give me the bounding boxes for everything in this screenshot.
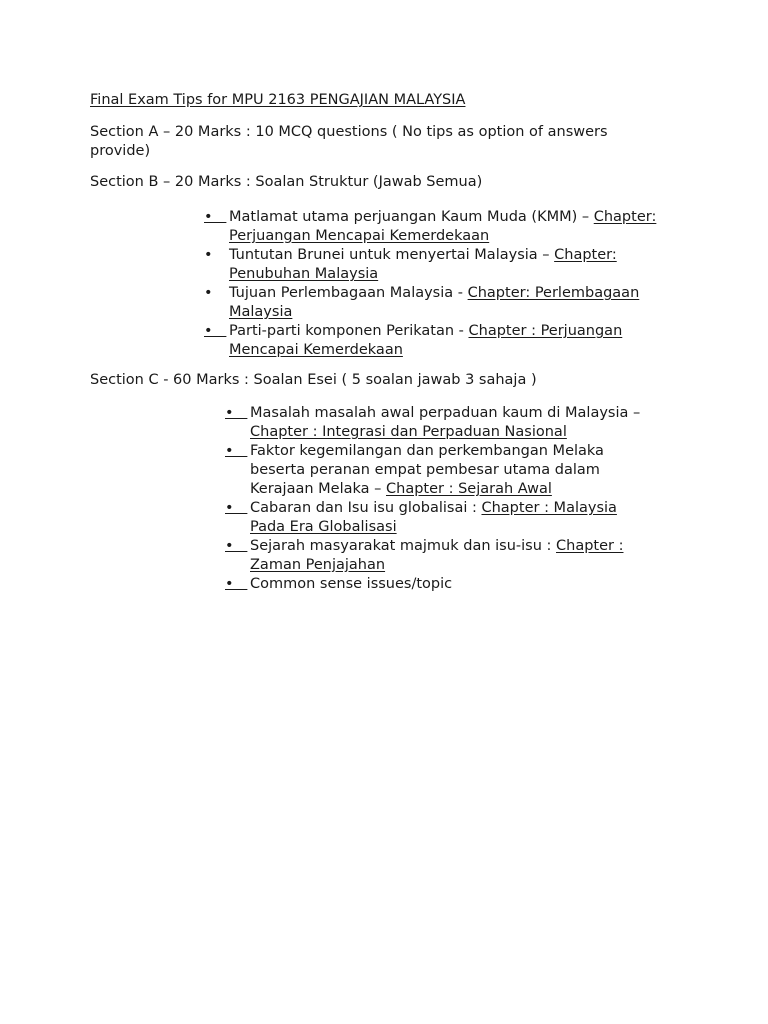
chapter-reference: Chapter : Sejarah Awal (386, 481, 552, 497)
list-item (204, 322, 684, 360)
chapter-reference: Chapter: Penubuhan Malaysia (229, 247, 617, 282)
section-c-heading: Section C - 60 Marks : Soalan Esei ( 5 soalan jawab 3 sahaja ) (90, 372, 537, 388)
section-b-heading: Section B – 20 Marks : Soalan Struktur (Jawab Semua) (90, 174, 483, 190)
list-item (204, 246, 684, 284)
bullet-icon (204, 246, 228, 265)
item-text: Cabaran dan Isu isu globalisai : (250, 500, 482, 516)
bullet-icon (225, 442, 249, 461)
list-item (225, 575, 655, 594)
chapter-reference: Chapter: Perjuangan Mencapai Kemerdekaan (229, 209, 657, 244)
list-item (225, 404, 655, 442)
chapter-reference: Chapter: Perlembagaan Malaysia (229, 285, 640, 320)
list-item (225, 442, 655, 499)
item-text: Matlamat utama perjuangan Kaum Muda (KMM) – (229, 209, 594, 225)
list-item (204, 284, 684, 322)
item-text: Tuntutan Brunei untuk menyertai Malaysia – (229, 247, 555, 263)
section-c-list (225, 404, 655, 594)
item-text: Faktor kegemilangan dan perkembangan Melaka beserta peranan empat pembesar utama dalam Kerajaan Melaka – (250, 443, 604, 497)
bullet-icon (225, 404, 249, 423)
item-text: Tujuan Perlembagaan Malaysia - (229, 285, 468, 301)
chapter-reference: Chapter : Malaysia Pada Era Globalisasi (250, 500, 617, 535)
list-item (204, 208, 684, 246)
chapter-reference: Chapter : Perjuangan Mencapai Kemerdekaan (229, 323, 623, 358)
bullet-icon (225, 537, 249, 556)
chapter-reference: Chapter : Zaman Penjajahan (250, 538, 624, 573)
item-text: Sejarah masyarakat majmuk dan isu-isu : (250, 538, 557, 554)
section-b-list (204, 208, 684, 360)
item-text: Masalah masalah awal perpaduan kaum di Malaysia – (250, 405, 641, 421)
list-item (225, 499, 655, 537)
item-text: Common sense issues/topic (250, 576, 453, 592)
bullet-icon (204, 208, 228, 227)
section-a-text: Section A – 20 Marks : 10 MCQ questions ( No tips as option of answers provide) (90, 124, 608, 159)
list-item (225, 537, 655, 575)
bullet-icon (225, 499, 249, 518)
bullet-icon (204, 322, 228, 341)
chapter-reference: Chapter : Integrasi dan Perpaduan Nasional (250, 424, 567, 440)
document-title: Final Exam Tips for MPU 2163 PENGAJIAN MALAYSIA (90, 92, 466, 108)
item-text: Parti-parti komponen Perikatan - (229, 323, 469, 339)
bullet-icon (225, 575, 249, 594)
bullet-icon (204, 284, 228, 303)
